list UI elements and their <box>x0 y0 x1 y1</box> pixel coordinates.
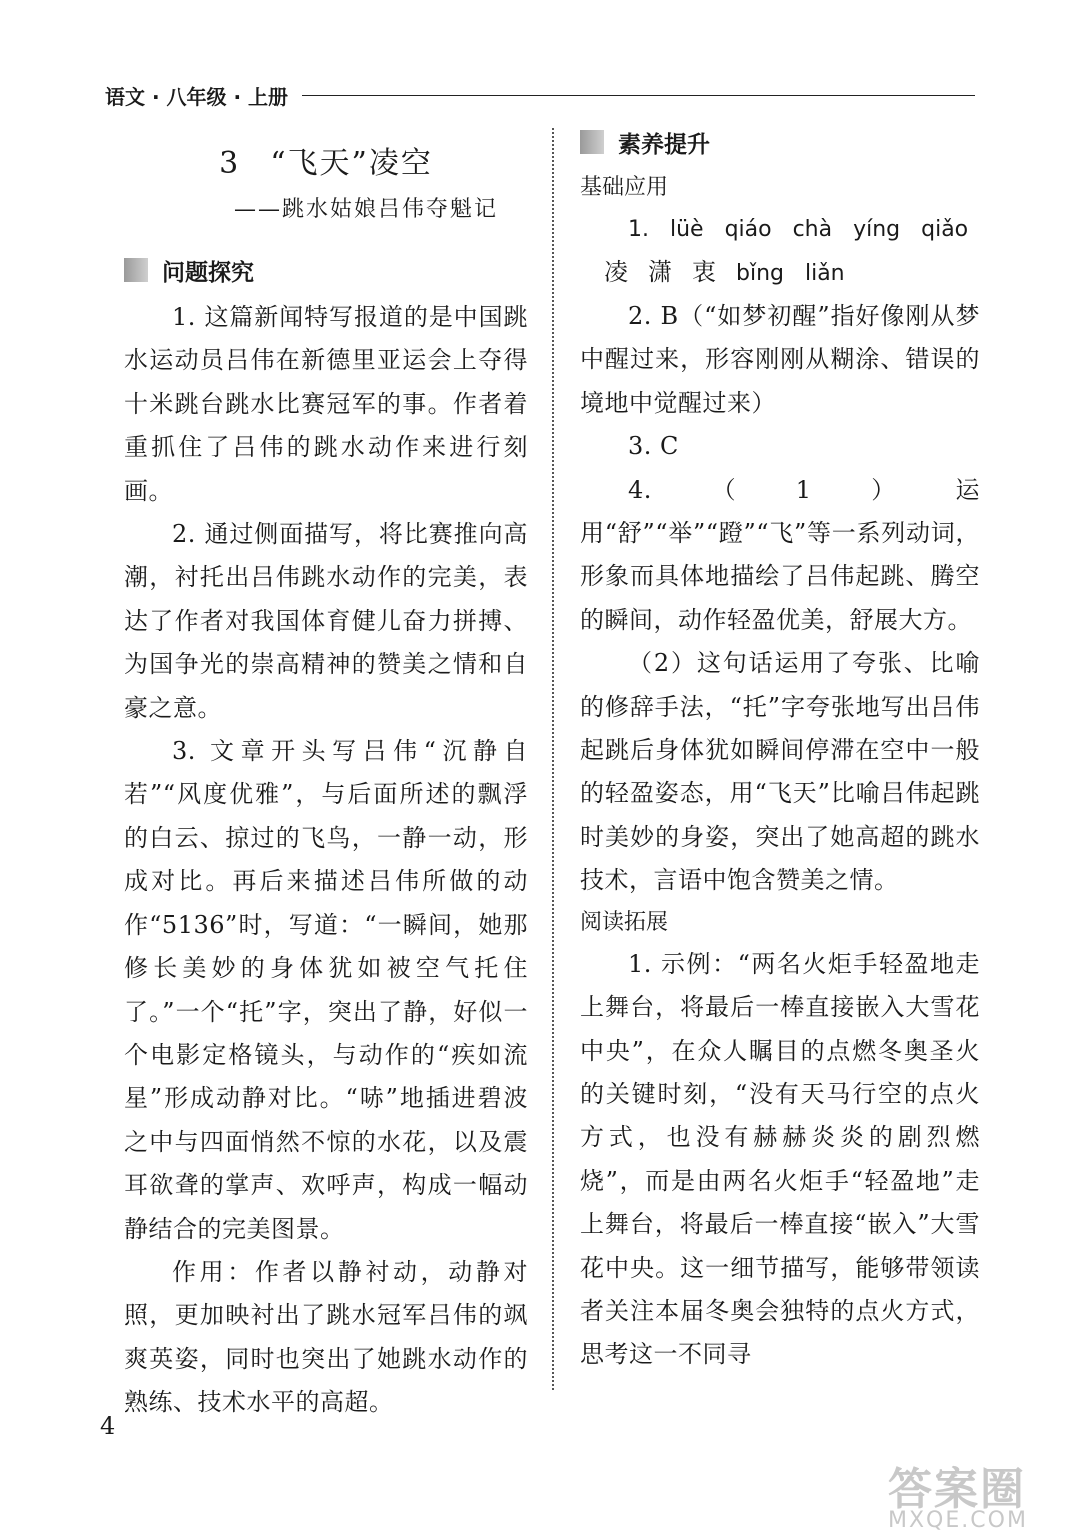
paragraph: （2）这句话运用了夸张、比喻的修辞手法，“托”字夸张地写出吕伟起跳后身体犹如瞬间停滞在空中一般的轻盈姿态，用“飞天”比喻吕伟起跳时美妙的身姿，突出了她高超的跳水技术，言语中饱含赞美之情。 <box>580 649 980 895</box>
pinyin-line: 1. lüè qiáo chà yíng qiǎo <box>628 217 969 242</box>
hanzi: 潇 <box>648 258 672 286</box>
hanzi: 凌 <box>604 258 628 286</box>
section-title: 素养提升 <box>618 131 710 158</box>
watermark-logo: 答案圈 <box>888 1464 1026 1515</box>
paragraph: 2. 通过侧面描写，将比赛推向高潮，衬托出吕伟跳水动作的完美，表达了作者对我国体育健儿奋力拼搏、为国争光的崇高精神的赞美之情和自豪之意。 <box>124 520 528 722</box>
section-heading-wenti <box>124 250 528 290</box>
subheading-jichu: 基础应用 <box>580 175 669 200</box>
hanzi: 衷 <box>692 258 716 286</box>
pinyin-tail: bǐng liǎn <box>736 261 845 286</box>
paragraph: 3. 文章开头写吕伟“沉静自若”“风度优雅”，与后面所述的飘浮的白云、掠过的飞鸟，一静一动，形成对比。再后来描述吕伟所做的动作“5136”时，写道：“一瞬间，她那修长美妙的身体犹如被空气托住了。”一个“托”字，突出了静，好似一个电影定格镜头，与动作的“疾如流星”形成动静对比。“哧”地插进碧波之中与四面悄然不惊的水花，以及震耳欲聋的掌声、欢呼声，构成一幅动静结合的完美图景。 <box>124 737 528 1243</box>
lesson-title <box>124 140 528 188</box>
paragraph: 3. C <box>628 432 679 461</box>
paragraph: 作用：作者以静衬动，动静对照，更加映衬出了跳水冠军吕伟的飒爽英姿，同时也突出了她跳水动作的熟练、技术水平的高超。 <box>124 1257 528 1417</box>
lesson-number: 3 <box>219 146 241 181</box>
lesson-subtitle: ——跳水姑娘吕伟夺魁记 <box>233 197 498 222</box>
paragraph: 4.（1）运用“舒”“举”“蹬”“飞”等一系列动词，形象而具体地描绘了吕伟起跳、腾空的瞬间，动作轻盈优美，舒展大方。 <box>580 475 980 634</box>
subheading-yuedu: 阅读拓展 <box>580 909 669 935</box>
page-number: 4 <box>100 1412 116 1440</box>
section-title: 问题探究 <box>162 259 254 286</box>
header-rule <box>302 95 975 96</box>
section-heading-suyang <box>580 122 980 162</box>
page-header <box>105 78 975 112</box>
left-column <box>124 140 528 1425</box>
section-marker-icon <box>124 258 148 282</box>
lesson-title-block <box>124 140 528 228</box>
paragraph: 2. B（“如梦初醒”指好像刚从梦中醒过来，形容刚刚从糊涂、错误的境地中觉醒过来） <box>580 302 980 417</box>
paragraph: 1. 这篇新闻特写报道的是中国跳水运动员吕伟在新德里亚运会上夺得十米跳台跳水比赛冠军的事。作者着重抓住了吕伟的跳水动作来进行刻画。 <box>124 303 528 505</box>
pinyin-chars-line <box>580 251 980 295</box>
watermark-url: MXQE.COM <box>888 1508 1028 1533</box>
right-column <box>580 122 980 1377</box>
section-marker-icon <box>580 130 604 154</box>
watermark <box>888 1464 1058 1533</box>
column-divider <box>552 128 554 1390</box>
paragraph: 1. 示例：“两名火炬手轻盈地走上舞台，将最后一棒直接嵌入大雪花中央”，在众人瞩目的点燃冬奥圣火的关键时刻，“没有天马行空的点火方式，也没有赫赫炎炎的剧烈燃烧”，而是由两名火炬手“轻盈地”走上舞台，将最后一棒直接“嵌入”大雪花中央。这一细节描写，能够带领读者关注本届冬奥会独特的点火方式，思考这一不同寻 <box>580 949 980 1369</box>
lesson-title-text: “飞天”凌空 <box>270 146 433 181</box>
book-title: 语文 · 八年级 · 上册 <box>105 84 289 109</box>
